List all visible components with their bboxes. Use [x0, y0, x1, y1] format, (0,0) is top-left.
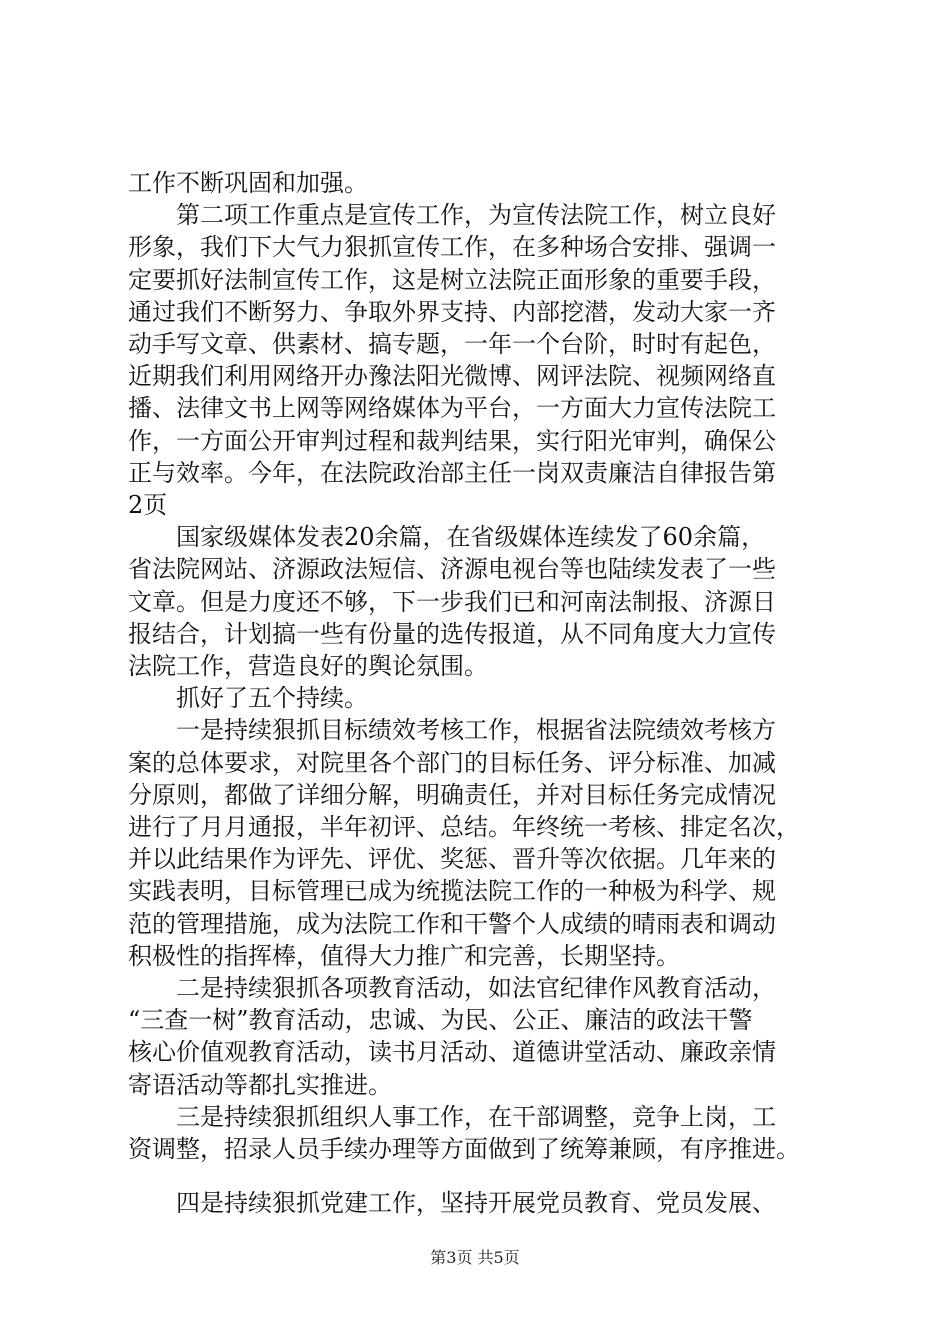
text-line: 一是持续狠抓目标绩效考核工作，根据省法院绩效考核方: [128, 716, 776, 745]
text-line: 三是持续狠抓组织人事工作，在干部调整，竞争上岗，工: [128, 1102, 776, 1131]
text-line: 报结合，计划搞一些有份量的选传报道，从不同角度大力宣传: [128, 619, 776, 648]
text-line: 正与效率。今年，在法院政治部主任一岗双责廉洁自律报告第: [128, 458, 776, 487]
text-line: 二是持续狠抓各项教育活动，如法官纪律作风教育活动，: [128, 974, 776, 1003]
text-line: 进行了月月通报，半年初评、总结。年终统一考核、排定名次，: [128, 813, 800, 842]
text-line: 分原则，都做了详细分解，明确责任，并对目标任务完成情况: [128, 780, 776, 809]
text-line: 核心价值观教育活动，读书月活动、道德讲堂活动、廉政亲情: [128, 1038, 776, 1067]
text-line: 定要抓好法制宣传工作，这是树立法院正面形象的重要手段，: [128, 265, 776, 294]
text-line: 工作不断巩固和加强。: [128, 169, 368, 197]
text-line: 动手写文章、供素材、搞专题，一年一个台阶，时时有起色，: [128, 330, 776, 359]
text-line: 形象，我们下大气力狠抓宣传工作，在多种场合安排、强调一: [128, 233, 776, 262]
text-line: 实践表明，目标管理已成为统揽法院工作的一种极为科学、规: [128, 877, 776, 906]
text-line: 近期我们利用网络开办豫法阳光微博、网评法院、视频网络直: [128, 362, 776, 391]
text-line: 文章。但是力度还不够，下一步我们已和河南法制报、济源日: [128, 587, 776, 616]
paragraph-spacer: [128, 1165, 828, 1187]
text-line: 四是持续狠抓党建工作，坚持开展党员教育、党员发展、: [128, 1189, 776, 1218]
text-line: 国家级媒体发表20余篇，在省级媒体连续发了60余篇，: [128, 523, 766, 552]
text-line: “三查一树”教育活动，忠诚、为民、公正、廉洁的政法干警: [128, 1006, 753, 1035]
document-body: [128, 167, 828, 1220]
text-line: 抓好了五个持续。: [128, 684, 368, 713]
page-number-footer: 第3页 共5页: [430, 1248, 520, 1267]
text-line: 作，一方面公开审判过程和裁判结果，实行阳光审判，确保公: [128, 426, 776, 455]
text-line: 省法院网站、济源政法短信、济源电视台等也陆续发表了一些: [128, 555, 776, 584]
text-line: 第二项工作重点是宣传工作，为宣传法院工作，树立良好: [128, 201, 776, 230]
text-line: 播、法律文书上网等网络媒体为平台，一方面大力宣传法院工: [128, 394, 776, 423]
text-line: 积极性的指挥棒，值得大力推广和完善，长期坚持。: [128, 941, 680, 970]
text-line: 通过我们不断努力、争取外界支持、内部挖潜，发动大家一齐: [128, 297, 776, 326]
text-line: 2页: [128, 491, 168, 520]
text-line: 寄语活动等都扎实推进。: [128, 1070, 392, 1099]
text-line: 并以此结果作为评先、评优、奖惩、晋升等次依据。几年来的: [128, 845, 776, 874]
text-line: 范的管理措施，成为法院工作和干警个人成绩的晴雨表和调动: [128, 909, 776, 938]
text-line: 法院工作，营造良好的舆论氛围。: [128, 652, 488, 681]
text-line: 案的总体要求，对院里各个部门的目标任务、评分标准、加减: [128, 748, 776, 777]
text-line: 资调整，招录人员手续办理等方面做到了统筹兼顾，有序推进。: [128, 1135, 800, 1164]
